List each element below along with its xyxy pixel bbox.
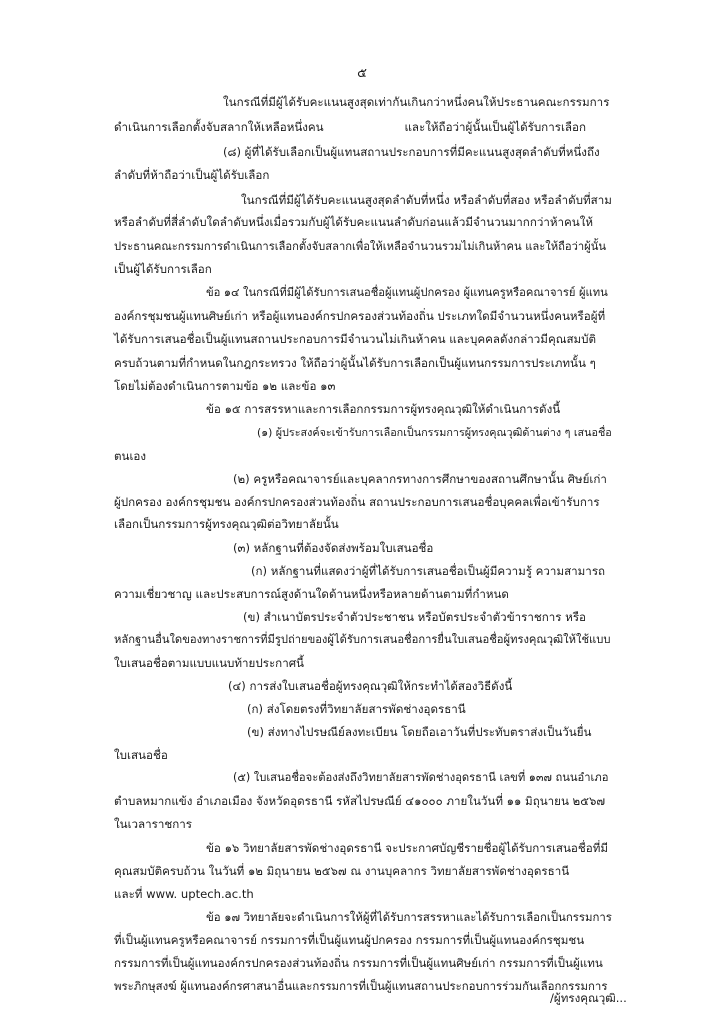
text-line: (ก) ส่งโดยตรงที่วิทยาลัยสารพัดช่างอุดรธานี xyxy=(247,702,466,716)
text-line: ข้อ ๑๗ วิทยาลัยจะดำเนินการให้ผู้ที่ได้รับการสรรหาและได้รับการเลือกเป็นกรรมการ xyxy=(206,910,612,924)
text-line: ข้อ ๑๖ วิทยาลัยสารพัดช่างอุดรธานี จะประกาศบัญชีรายชื่อผู้ได้รับการเสนอชื่อที่มี xyxy=(206,841,609,855)
text-line: ดำเนินการเลือกตั้งจับสลากให้เหลือหนึ่งคน และให้ถือว่าผู้นั้นเป็นผู้ได้รับการเลือก xyxy=(114,120,586,134)
text-line: ข้อ ๑๕ การสรรหาและการเลือกกรรมการผู้ทรงคุณวุฒิให้ดำเนินการดังนี้ xyxy=(206,402,561,416)
text-line: ครบถ้วนตามที่กำหนดในกฎกระทรวง ให้ถือว่าผู้นั้นได้รับการเลือกเป็นผู้แทนกรรมการประเภทนั้น ๆ xyxy=(114,356,596,370)
text-line: พระภิกษุสงฆ์ ผู้แทนองค์กรศาสนาอื่นและกรรมการที่เป็นผู้แทนสถานประกอบการร่วมกันเลือกกรรมการ xyxy=(114,979,608,993)
text-line: หลักฐานอื่นใดของทางราชการที่มีรูปถ่ายของผู้ได้รับการเสนอชื่อการยื่นใบเสนอชื่อผู้ทรงคุณวุฒิให้ใช้แบบ xyxy=(114,633,611,646)
text-line: โดยไม่ต้องดำเนินการตามข้อ ๑๒ และข้อ ๑๓ xyxy=(114,379,336,393)
text-line: ได้รับการเสนอชื่อเป็นผู้แทนสถานประกอบการมีจำนวนไม่เกินห้าคน และบุคคลดังกล่าวมีคุณสมบัติ xyxy=(114,332,597,346)
text-line: (ข) ส่งทางไปรษณีย์ลงทะเบียน โดยถือเอาวันที่ประทับตราส่งเป็นวันยื่น xyxy=(247,725,592,739)
text-line: ข้อ ๑๔ ในกรณีที่มีผู้ได้รับการเสนอชื่อผู้แทนผู้ปกครอง ผู้แทนครูหรือคณาจารย์ ผู้แทน xyxy=(206,286,608,299)
text-line: ประธานคณะกรรมการดำเนินการเลือกตั้งจับสลากเพื่อให้เหลือจำนวนรวมไม่เกินห้าคน และให้ถือว่าผู้นั้น xyxy=(114,240,607,253)
text-line: องค์กรชุมชนผู้แทนศิษย์เก่า หรือผู้แทนองค์กรปกครองส่วนท้องถิ่น ประเภทใดมีจำนวนหนึ่งคนหรือผู้ที่ xyxy=(114,309,606,323)
text-line: ความเชี่ยวชาญ และประสบการณ์สูงด้านใดด้านหนึ่งหรือหลายด้านตามที่กำหนด xyxy=(114,587,509,601)
text-line: (๕) ใบเสนอชื่อจะต้องส่งถึงวิทยาลัยสารพัดช่างอุดรธานี เลขที่ ๑๓๗ ถนนอำเภอ xyxy=(233,771,609,784)
text-line: ใบเสนอชื่อตามแบบแนบท้ายประกาศนี้ xyxy=(114,656,304,670)
text-line: ตนเอง xyxy=(114,449,147,463)
text-line: ที่เป็นผู้แทนครูหรือคณาจารย์ กรรมการที่เป็นผู้แทนผู้ปกครอง กรรมการที่เป็นผู้แทนองค์กรชุมชน xyxy=(114,933,585,947)
text-line: ตำบลหมากแข้ง อำเภอเมือง จังหวัดอุดรธานี รหัสไปรษณีย์ ๔๑๐๐๐ ภายในวันที่ ๑๑ มิถุนายน ๒๕๖๗ xyxy=(114,794,606,808)
text-line: (๘) ผู้ที่ได้รับเลือกเป็นผู้แทนสถานประกอบการที่มีคะแนนสูงสุดลำดับที่หนึ่งถึง xyxy=(223,145,600,159)
text-line: (๑) ผู้ประสงค์จะเข้ารับการเลือกเป็นกรรมการผู้ทรงคุณวุฒิด้านต่าง ๆ เสนอชื่อ xyxy=(257,426,612,439)
text-line: (ข) สำเนาบัตรประจำตัวประชาชน หรือบัตรประจำตัวข้าราชการ หรือ xyxy=(243,610,587,624)
text-line: ในกรณีที่มีผู้ได้รับคะแนนสูงสุดลำดับที่หนึ่ง หรือลำดับที่สอง หรือลำดับที่สาม xyxy=(241,193,612,207)
continuation-note: /ผู้ทรงคุณวุฒิ... xyxy=(550,991,627,1005)
text-line: เป็นผู้ได้รับการเลือก xyxy=(114,262,212,276)
text-line: หรือลำดับที่สี่ลำดับใดลำดับหนึ่งเมื่อรวมกับผู้ได้รับคะแนนลำดับก่อนแล้วมีจำนวนมากกว่าห้าคนให้ xyxy=(114,215,594,229)
text-line: ผู้ปกครอง องค์กรชุมชน องค์กรปกครองส่วนท้องถิ่น สถานประกอบการเสนอชื่อบุคคลเพื่อเข้ารับการ xyxy=(114,495,600,509)
text-line: ลำดับที่ห้าถือว่าเป็นผู้ได้รับเลือก xyxy=(114,168,270,182)
text-line: ในเวลาราชการ xyxy=(114,817,193,831)
page-number: ๕ xyxy=(357,66,367,81)
text-line: กรรมการที่เป็นผู้แทนองค์กรปกครองส่วนท้องถิ่น กรรมการที่เป็นผู้แทนศิษย์เก่า กรรมการที่เป็นผู้แทน xyxy=(114,956,603,970)
text-line: และที่ www. uptech.ac.th xyxy=(114,887,254,901)
text-line: (๓) หลักฐานที่ต้องจัดส่งพร้อมใบเสนอชื่อ xyxy=(233,541,434,555)
text-line: คุณสมบัติครบถ้วน ในวันที่ ๑๒ มิถุนายน ๒๕๖๗ ณ งานบุคลากร วิทยาลัยสารพัดช่างอุดรธานี xyxy=(114,864,570,878)
text-line: เลือกเป็นกรรมการผู้ทรงคุณวุฒิต่อวิทยาลัยนั้น xyxy=(114,517,339,531)
text-line: ในกรณีที่มีผู้ได้รับคะแนนสูงสุดเท่ากันเกินกว่าหนึ่งคนให้ประธานคณะกรรมการ xyxy=(223,95,610,109)
text-line: (๔) การส่งใบเสนอชื่อผู้ทรงคุณวุฒิให้กระทำได้สองวิธีดังนี้ xyxy=(228,679,513,693)
text-line: (ก) หลักฐานที่แสดงว่าผู้ที่ได้รับการเสนอชื่อเป็นผู้มีความรู้ ความสามารถ xyxy=(251,564,606,578)
text-line: (๒) ครูหรือคณาจารย์และบุคลากรทางการศึกษาของสถานศึกษานั้น ศิษย์เก่า xyxy=(233,472,607,486)
text-line: ใบเสนอชื่อ xyxy=(114,748,168,762)
